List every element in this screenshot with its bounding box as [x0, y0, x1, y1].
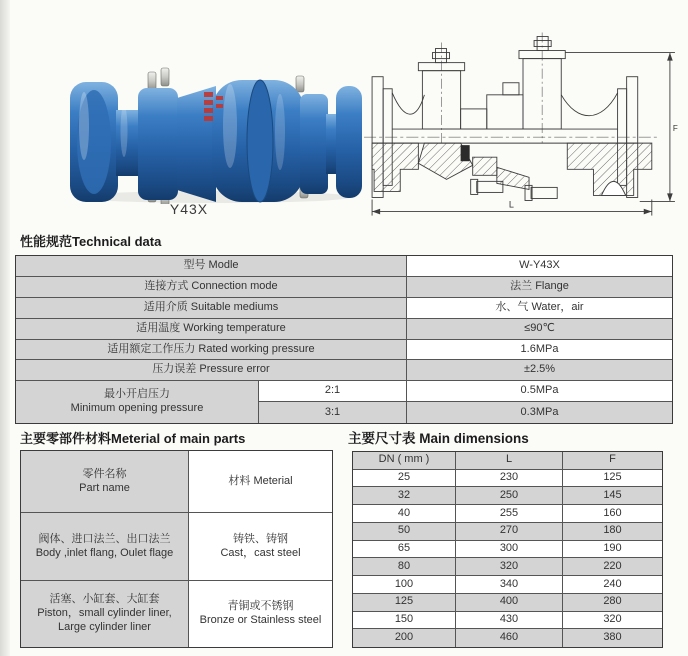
- dim-cell: 125: [563, 470, 662, 488]
- table-cell-label: 型号 Modle: [16, 256, 407, 277]
- material-header: 材料 Meterial: [189, 451, 332, 513]
- technical-data-heading: 性能规范Technical data: [20, 234, 162, 249]
- part-name-header: [21, 451, 189, 513]
- material-cell: [189, 581, 332, 647]
- dim-cell: 340: [456, 576, 563, 594]
- ratio-cell: 2:1: [259, 381, 407, 402]
- dimensions-heading: 主要尺寸表 Main dimensions: [348, 431, 529, 446]
- dim-cell: 65: [353, 541, 456, 559]
- dim-header-dn: DN ( mm ): [353, 452, 456, 470]
- dim-cell: 300: [456, 541, 563, 559]
- dim-cell: 100: [353, 576, 456, 594]
- valve-section-drawing: [360, 24, 684, 222]
- valve-photo: [64, 26, 364, 204]
- dim-cell: 460: [456, 629, 563, 647]
- dim-height-label: F: [672, 124, 678, 134]
- materials-heading: 主要零部件材料Meterial of main parts: [20, 431, 246, 446]
- table-cell-label: 压力误差 Pressure error: [16, 360, 407, 381]
- dim-cell: 125: [353, 594, 456, 612]
- dim-cell: 320: [456, 558, 563, 576]
- materials-table: [20, 450, 333, 648]
- material-cn: 青铜或不锈钢: [227, 600, 294, 613]
- table-cell-value: 0.5MPa: [407, 381, 672, 402]
- part-cn: 活塞、小缸套、大缸套: [49, 593, 160, 606]
- dimensions-table: [352, 451, 663, 648]
- dim-cell: 230: [456, 470, 563, 488]
- dim-cell: 220: [563, 558, 662, 576]
- part-cell: [21, 513, 189, 581]
- table-cell-label: 适用温度 Working temperature: [16, 319, 407, 340]
- technical-data-table: [15, 255, 673, 424]
- table-cell-value: ±2.5%: [407, 360, 672, 381]
- material-cell: [189, 513, 332, 581]
- dim-cell: 255: [456, 505, 563, 523]
- dim-cell: 50: [353, 523, 456, 541]
- dim-cell: 32: [353, 487, 456, 505]
- dim-cell: 380: [563, 629, 662, 647]
- part-en-line2: Large cylinder liner: [58, 620, 151, 633]
- dim-header-f: F: [563, 452, 662, 470]
- ratio-cell: 3:1: [259, 402, 407, 423]
- product-model-caption: Y43X: [169, 201, 209, 217]
- dim-cell: 270: [456, 523, 563, 541]
- dim-cell: 25: [353, 470, 456, 488]
- valve-photo-svg: [64, 26, 364, 204]
- dim-cell: 160: [563, 505, 662, 523]
- part-cn: 阀体、进口法兰、出口法兰: [38, 532, 171, 545]
- table-cell-value: 1.6MPa: [407, 340, 672, 361]
- part-en: Piston，small cylinder liner,: [37, 607, 172, 620]
- dim-cell: 150: [353, 612, 456, 630]
- part-name-header-en: Part name: [79, 481, 130, 494]
- dim-cell: 190: [563, 541, 662, 559]
- table-cell-value: 法兰 Flange: [407, 277, 672, 298]
- part-cell: [21, 581, 189, 647]
- dim-header-l: L: [456, 452, 563, 470]
- table-cell-value: 0.3MPa: [407, 402, 672, 423]
- table-cell-value: ≤90℃: [407, 319, 672, 340]
- table-cell-value: 水、气 Water，air: [407, 298, 672, 319]
- min-opening-pressure-cn: 最小开启压力: [104, 388, 170, 401]
- dim-cell: 250: [456, 487, 563, 505]
- material-en: Cast，cast steel: [220, 546, 301, 559]
- material-en: Bronze or Stainless steel: [199, 614, 322, 626]
- dim-cell: 40: [353, 505, 456, 523]
- scan-edge-shade: [0, 0, 10, 656]
- dim-cell: 145: [563, 487, 662, 505]
- dim-cell: 430: [456, 612, 563, 630]
- dim-cell: 80: [353, 558, 456, 576]
- dim-cell: 200: [353, 629, 456, 647]
- table-cell-label: 适用介质 Suitable mediums: [16, 298, 407, 319]
- table-cell-label: 适用额定工作压力 Rated working pressure: [16, 340, 407, 361]
- dim-cell: 280: [563, 594, 662, 612]
- dim-cell: 400: [456, 594, 563, 612]
- valve-drawing-svg: [360, 24, 684, 222]
- part-en: Body ,inlet flang, Oulet flage: [35, 546, 174, 559]
- dim-cell: 180: [563, 523, 662, 541]
- part-name-header-cn: 零件名称: [82, 467, 127, 480]
- table-cell-label: 连接方式 Connection mode: [16, 277, 407, 298]
- min-opening-pressure-label: [16, 381, 259, 423]
- material-cn: 铸铁、铸钢: [233, 532, 288, 545]
- dim-cell: 320: [563, 612, 662, 630]
- table-cell-value: W-Y43X: [407, 256, 672, 277]
- min-opening-pressure-en: Minimum opening pressure: [70, 402, 204, 415]
- dim-length-label: L: [508, 199, 514, 210]
- dim-cell: 240: [563, 576, 662, 594]
